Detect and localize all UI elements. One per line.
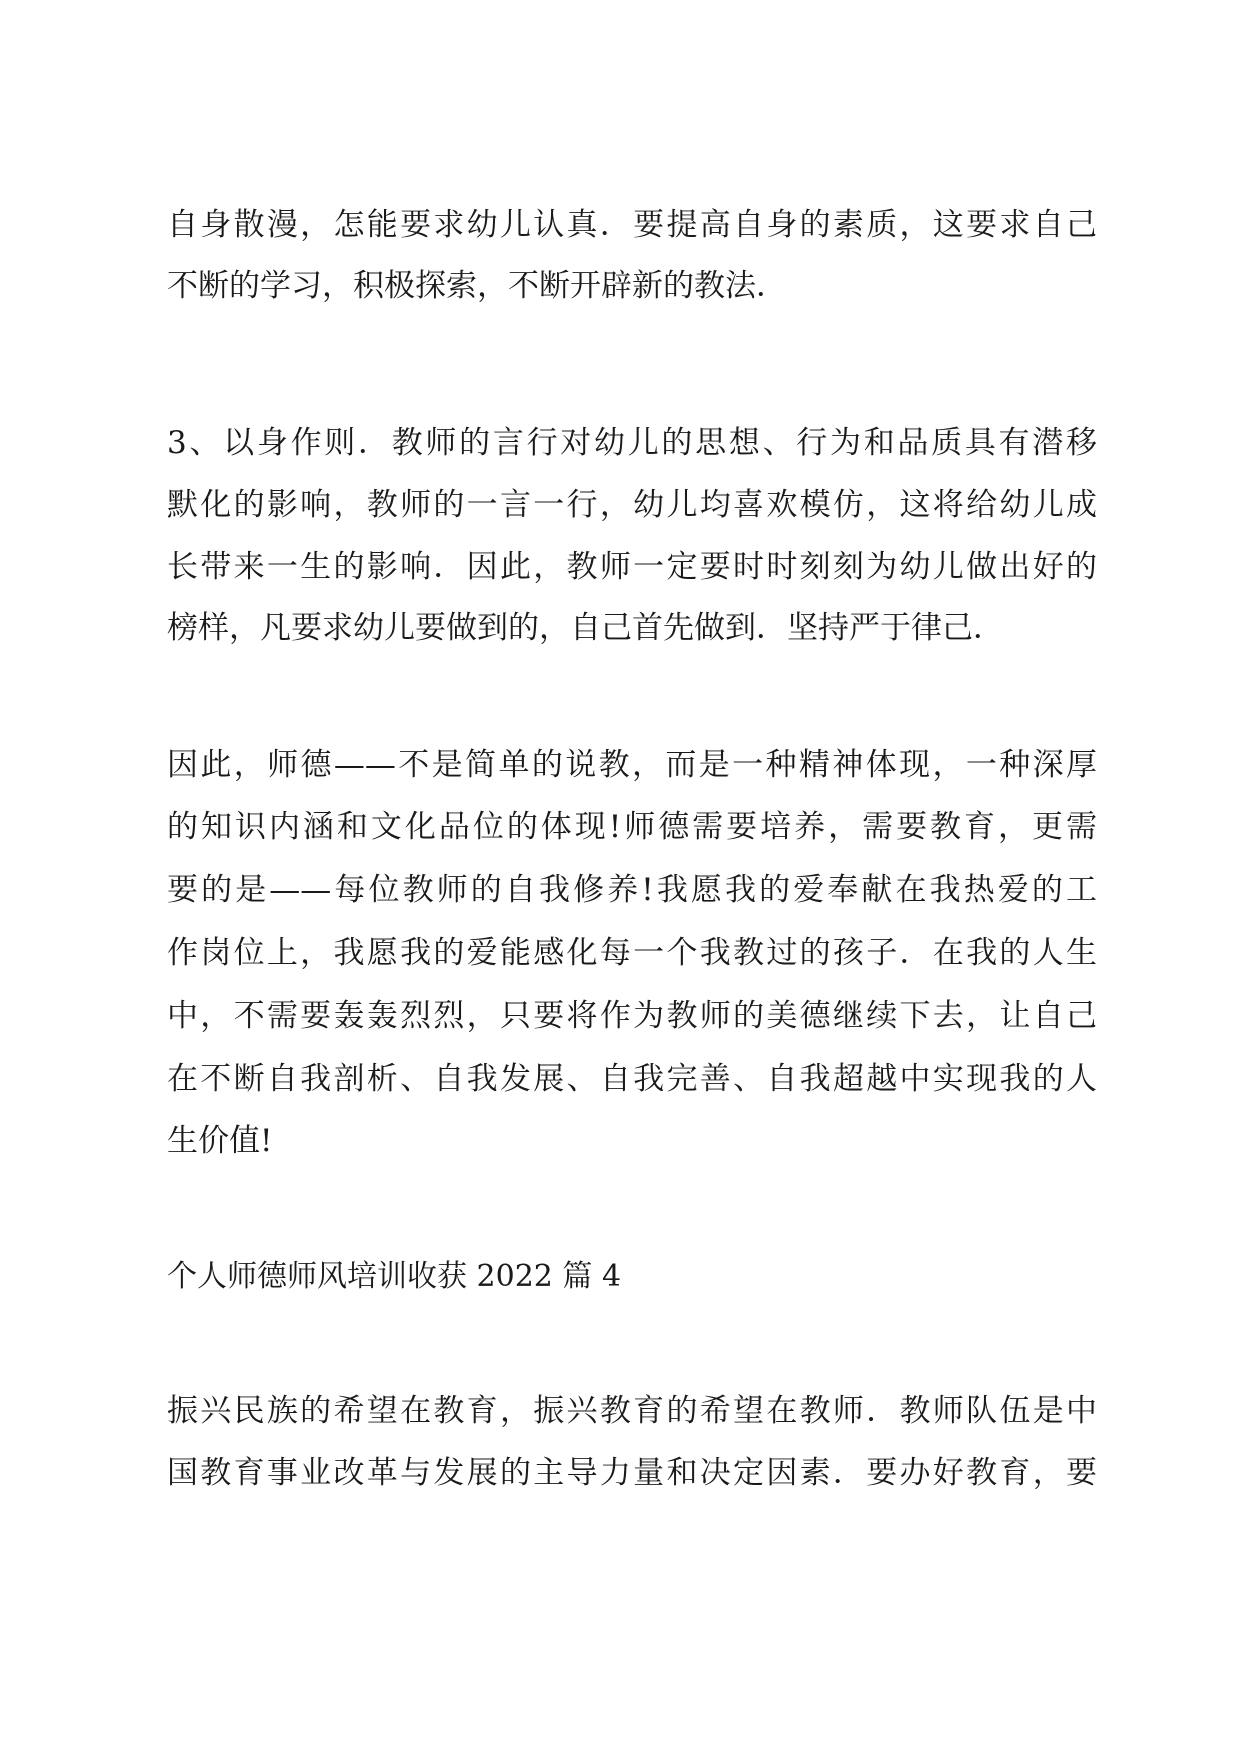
paragraph-line: 长带来一生的影响．因此，教师一定要时时刻刻为幼儿做出好的 xyxy=(167,549,1097,585)
paragraph-line: 默化的影响，教师的一言一行，幼儿均喜欢模仿，这将给幼儿成 xyxy=(167,487,1097,523)
paragraph-line: 作岗位上，我愿我的爱能感化每一个我教过的孩子．在我的人生 xyxy=(167,935,1097,971)
paragraph-line: 因此，师德——不是简单的说教，而是一种精神体现，一种深厚 xyxy=(167,747,1097,783)
paragraph-line: 的知识内涵和文化品位的体现!师德需要培养，需要教育，更需 xyxy=(167,809,1097,845)
paragraph-line: 国教育事业改革与发展的主导力量和决定因素．要办好教育，要 xyxy=(167,1455,1097,1491)
paragraph-line: 3、以身作则．教师的言行对幼儿的思想、行为和品质具有潜移 xyxy=(167,425,1097,461)
paragraph-line: 要的是——每位教师的自我修养!我愿我的爱奉献在我热爱的工 xyxy=(167,872,1097,908)
paragraph-line: 振兴民族的希望在教育，振兴教育的希望在教师．教师队伍是中 xyxy=(167,1393,1097,1429)
paragraph-line: 不断的学习，积极探索，不断开辟新的教法． xyxy=(167,268,787,304)
paragraph-line: 生价值! xyxy=(167,1123,273,1159)
paragraph-line: 自身散漫，怎能要求幼儿认真．要提高自身的素质，这要求自己 xyxy=(167,207,1097,243)
section-heading: 个人师德师风培训收获 2022 篇 4 xyxy=(167,1259,622,1294)
paragraph-line: 在不断自我剖析、自我发展、自我完善、自我超越中实现我的人 xyxy=(167,1061,1097,1097)
paragraph-line: 榜样，凡要求幼儿要做到的，自己首先做到．坚持严于律己． xyxy=(167,610,1004,646)
paragraph-line: 中，不需要轰轰烈烈，只要将作为教师的美德继续下去，让自己 xyxy=(167,998,1097,1034)
